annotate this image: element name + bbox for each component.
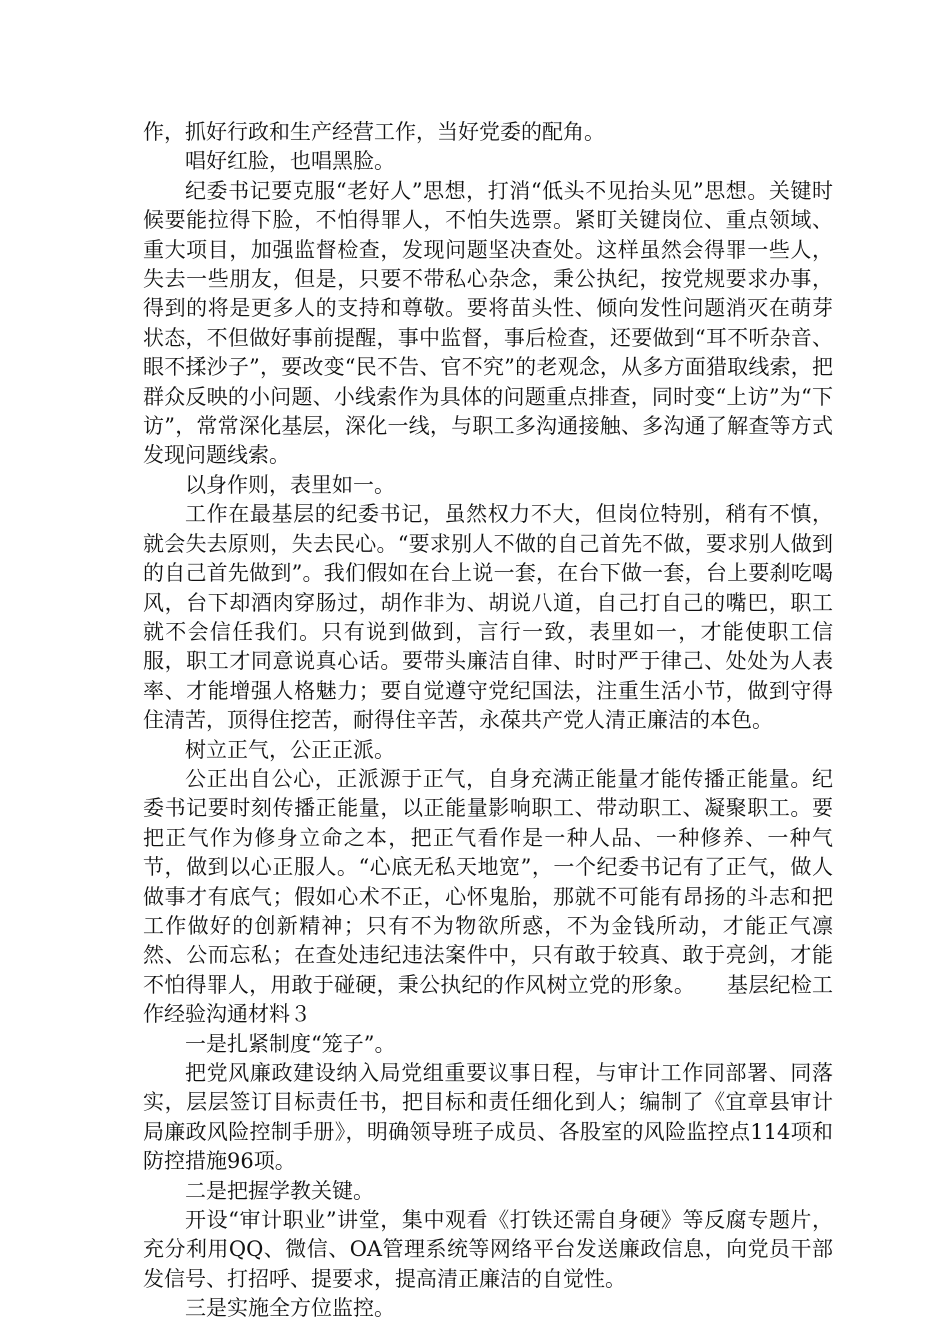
document-body [143, 118, 833, 1324]
paragraph-body: 开设“审计职业”讲堂，集中观看《打铁还需自身硬》等反腐专题片，充分利用QQ、微信、OA管理系统等网络平台发送廉政信息，向党员干部发信号、打招呼、提要求，提高清正廉洁的自觉性。 [143, 1208, 833, 1291]
heading-red-black-face: 唱好红脸，也唱黑脸。 [185, 149, 395, 174]
paragraph-body: 把党风廉政建设纳入局党组重要议事日程，与审计工作同部署、同落实，层层签订目标责任书，把目标和责任细化到人；编制了《宜章县审计局廉政风险控制手册》，明确领导班子成员、各股室的风险监控点114项和防控措施96项。 [143, 1061, 833, 1174]
heading-system-cage: 一是扎紧制度“笼子”。 [185, 1031, 396, 1056]
heading-study-key: 二是把握学教关键。 [185, 1178, 374, 1203]
heading-full-monitoring: 三是实施全方位监控。 [185, 1296, 395, 1321]
paragraph-body: 纪委书记要克服“老好人”思想，打消“低头不见抬头见”思想。关键时候要能拉得下脸，不怕得罪人，不怕失选票。紧盯关键岗位、重点领域、重大项目，加强监督检查，发现问题坚决查处。这样虽然会得罪一些人，失去一些朋友，但是，只要不带私心杂念，秉公执纪，按党规要求办事，得到的将是更多人的支持和尊敬。要将苗头性、倾向发性问题消灭在萌芽状态，不但做好事前提醒，事中监督，事后检查，还要做到“耳不听杂音、眼不揉沙子”，要改变“民不告、官不究”的老观念，从多方面猎取线索，把群众反映的小问题、小线索作为具体的问题重点排查，同时变“上访”为“下访”，常常深化基层，深化一线，与职工多沟通接触、多沟通了解查等方式发现问题线索。 [143, 178, 833, 468]
paragraph-body: 公正出自公心，正派源于正气，自身充满正能量才能传播正能量。纪委书记要时刻传播正能量，以正能量影响职工、带动职工、凝聚职工。要把正气作为修身立命之本，把正气看作是一种人品、一种修养、一种气节，做到以心正服人。“心底无私天地宽”，一个纪委书记有了正气，做人做事才有底气；假如心术不正，心怀鬼胎，那就不可能有昂扬的斗志和把工作做好的创新精神；只有不为物欲所惑，不为金钱所动，才能正气凛然、公而忘私；在查处违纪违法案件中，只有敢于较真、敢于亮剑，才能不怕得罪人，用敢于碰硬，秉公执纪的作风树立党的形象。 基层纪检工作经验沟通材料３ [143, 766, 833, 1027]
paragraph-body: 工作在最基层的纪委书记，虽然权力不大，但岗位特别，稍有不慎，就会失去原则，失去民心。“要求别人不做的自己首先不做，要求别人做到的自己首先做到”。我们假如在台上说一套，在台下做一套，台上要刹吃喝风，台下却酒肉穿肠过，胡作非为、胡说八道，自己打自己的嘴巴，职工就不会信任我们。只有说到做到，言行一致，表里如一，才能使职工信服，职工才同意说真心话。要带头廉洁自律、时时严于律己、处处为人表率、才能增强人格魅力；要自觉遵守党纪国法，注重生活小节，做到守得住清苦，顶得住挖苦，耐得住辛苦，永葆共产党人清正廉洁的本色。 [143, 502, 833, 733]
heading-lead-by-example: 以身作则，表里如一。 [185, 472, 395, 497]
heading-uphold-integrity: 树立正气，公正正派。 [185, 737, 395, 762]
paragraph-continuation: 作，抓好行政和生产经营工作，当好党委的配角。 [143, 120, 605, 144]
